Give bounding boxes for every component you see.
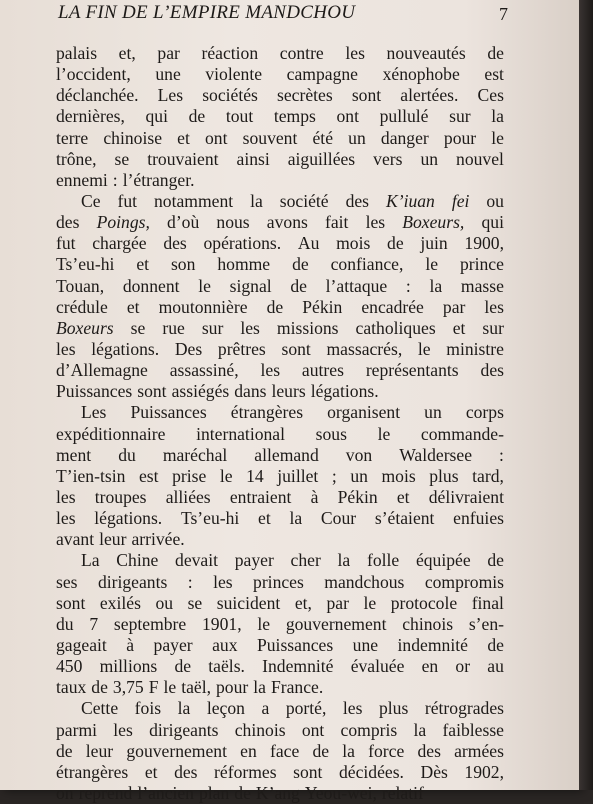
text-line: étrangères et des réformes sont décidées. Dès 1902, (56, 761, 504, 782)
text-line: l’occident, une violente campagne xénophobe est (56, 64, 504, 85)
body-text (56, 43, 504, 804)
text-line: Ce fut notamment la société des K’iuan fei ou (81, 190, 504, 211)
text-line: d’Allemagne assassiné, les autres représentants des (56, 360, 504, 381)
text-line: les légations. Ts’eu-hi et la Cour s’étaient enfuies (56, 508, 504, 529)
text-line: sont exilés ou se suicident et, par le protocole final (56, 592, 504, 613)
text-line: Boxeurs se rue sur les missions catholiques et sur (56, 317, 504, 338)
text-line: avant leur arrivée. (56, 529, 185, 550)
text-line: Touan, donnent le signal de l’attaque : la masse (56, 275, 504, 296)
running-title: LA FIN DE L’EMPIRE MANDCHOU (58, 2, 356, 23)
text-line: dernières, qui de tout temps ont pullulé sur la (56, 106, 504, 127)
paragraph (56, 550, 504, 698)
text-line: parmi les dirigeants chinois ont compris la faiblesse (56, 719, 504, 740)
paragraph (56, 43, 504, 191)
page-header (58, 2, 508, 24)
text-line: fut chargée des opérations. Au mois de juin 1900, (56, 233, 504, 254)
text-line: de leur gouvernement en face de la force des armées (56, 740, 504, 761)
text-line: palais et, par réaction contre les nouveautés de (56, 43, 504, 63)
text-line: Ts’eu-hi et son homme de confiance, le prince (56, 254, 504, 275)
text-line: gageait à payer aux Puissances une indemnité de (56, 634, 504, 655)
text-line: déclanchée. Les sociétés secrètes sont alertées. Ces (56, 85, 504, 106)
text-line: terre chinoise et ont souvent été un danger pour le (56, 127, 504, 148)
paragraph (56, 191, 504, 402)
text-line: Puissances sont assiégés dans leurs légations. (56, 381, 379, 402)
text-line: les légations. Des prêtres sont massacrés, le ministre (56, 338, 504, 359)
text-line: taux de 3,75 F le taël, pour la France. (56, 677, 324, 698)
text-line: trône, se trouvaient ainsi aiguillées vers un nouvel (56, 148, 504, 169)
text-line: La Chine devait payer cher la folle équipée de (81, 550, 504, 571)
text-line: Cette fois la leçon a porté, les plus rétrogrades (81, 698, 504, 719)
text-line: les troupes alliées entraient à Pékin et délivraient (56, 486, 504, 507)
text-line: des Poings, d’où nous avons fait les Boxeurs, qui (56, 212, 504, 233)
text-line: T’ien-tsin est prise le 14 juillet ; un mois plus tard, (56, 465, 504, 486)
text-line: du 7 septembre 1901, le gouvernement chinois s’en- (56, 613, 504, 634)
text-line: expéditionnaire international sous le commande- (56, 423, 504, 444)
text-line: on reprend l’ancien plan de K’ang Yeou-wei, relatif (56, 782, 424, 803)
text-line: crédule et moutonnière de Pékin encadrée par les (56, 296, 504, 317)
page-number: 7 (499, 4, 508, 24)
paragraph (56, 402, 504, 550)
text-line: Les Puissances étrangères organisent un corps (81, 402, 504, 423)
text-line: ses dirigeants : les princes mandchous compromis (56, 571, 504, 592)
text-line: ment du maréchal allemand von Waldersee : (56, 444, 504, 465)
text-line: ennemi : l’étranger. (56, 169, 195, 190)
book-gutter-shadow (579, 0, 593, 790)
paragraph (56, 698, 504, 804)
text-line: 450 millions de taëls. Indemnité évaluée en or au (56, 656, 504, 677)
